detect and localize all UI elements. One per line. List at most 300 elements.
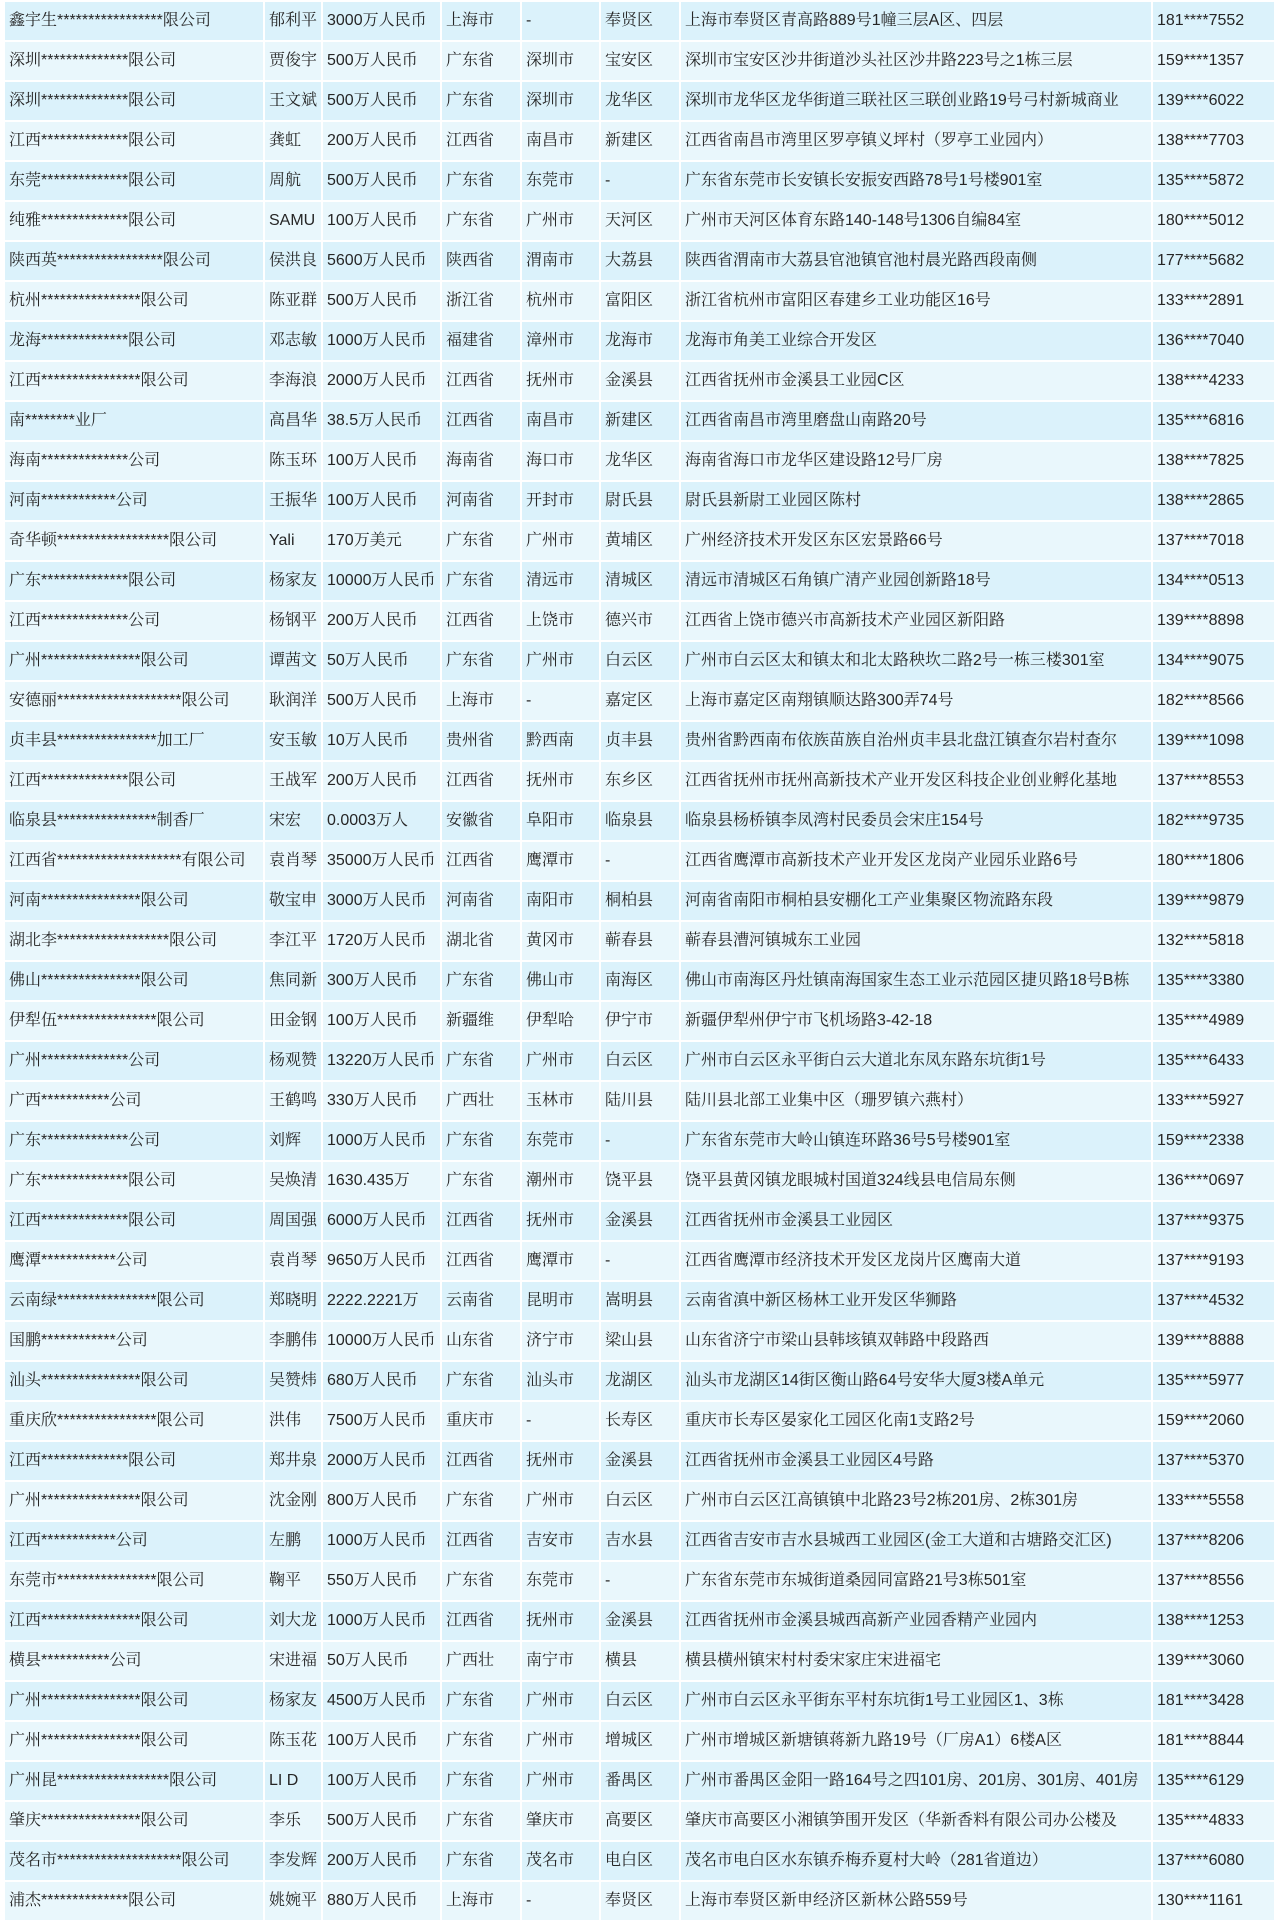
city-cell: 黄冈市	[522, 922, 601, 960]
contact-name-cell: 周国强	[265, 1202, 323, 1240]
phone-cell: 135****4989	[1157, 1012, 1245, 1029]
phone-cell: 134****0513	[1157, 572, 1245, 589]
company-name-cell: 国鹏************公司	[5, 1322, 265, 1360]
district-cell: 电白区	[601, 1842, 681, 1880]
table-row	[5, 960, 1274, 1000]
city-cell: 上饶市	[522, 602, 601, 640]
address-cell: 云南省滇中新区杨林工业开发区华狮路	[681, 1282, 1153, 1320]
province-cell: 江西省	[442, 362, 522, 400]
phone-cell: 132****5818	[1157, 932, 1245, 949]
province-cell: 江西省	[442, 762, 522, 800]
province-cell: 广东省	[442, 1562, 522, 1600]
province-cell: 广东省	[442, 962, 522, 1000]
district-cell: 尉氏县	[601, 482, 681, 520]
city-cell: 南昌市	[522, 402, 601, 440]
registered-capital-cell: 6000万人民币	[323, 1202, 442, 1240]
registered-capital-cell: 35000万人民币	[323, 842, 442, 880]
phone-cell: 133****5558	[1157, 1492, 1245, 1509]
table-row	[5, 1040, 1274, 1080]
table-row	[5, 560, 1274, 600]
registered-capital-cell: 5600万人民币	[323, 242, 442, 280]
registered-capital-cell: 3000万人民币	[323, 882, 442, 920]
city-cell: 广州市	[522, 1722, 601, 1760]
address-cell: 江西省吉安市吉水县城西工业园区(金工大道和古塘路交汇区)	[681, 1522, 1153, 1560]
company-name-cell: 深圳**************限公司	[5, 42, 265, 80]
registered-capital-cell: 3000万人民币	[323, 2, 442, 40]
address-cell: 江西省抚州市金溪县城西高新产业园香精产业园内	[681, 1602, 1153, 1640]
table-row	[5, 480, 1274, 520]
company-name-cell: 纯雅**************限公司	[5, 202, 265, 240]
address-cell: 上海市嘉定区南翔镇顺达路300弄74号	[681, 682, 1153, 720]
company-table	[5, 0, 1274, 1920]
province-cell: 上海市	[442, 1882, 522, 1920]
registered-capital-cell: 500万人民币	[323, 42, 442, 80]
company-name-cell: 茂名市********************限公司	[5, 1842, 265, 1880]
district-cell: 蕲春县	[601, 922, 681, 960]
phone-cell: 135****3380	[1157, 972, 1245, 989]
province-cell: 江西省	[442, 402, 522, 440]
district-cell: 天河区	[601, 202, 681, 240]
province-cell: 江西省	[442, 842, 522, 880]
address-cell: 广东省东莞市大岭山镇连环路36号5号楼901室	[681, 1122, 1153, 1160]
province-cell: 广东省	[442, 1802, 522, 1840]
registered-capital-cell: 170万美元	[323, 522, 442, 560]
address-cell: 广州市番禺区金阳一路164号之四101房、201房、301房、401房	[681, 1762, 1153, 1800]
contact-name-cell: 焦同新	[265, 962, 323, 1000]
contact-name-cell: 杨钢平	[265, 602, 323, 640]
district-cell: -	[601, 842, 681, 880]
address-cell: 临泉县杨桥镇李凤湾村民委员会宋庄154号	[681, 802, 1153, 840]
city-cell: 东莞市	[522, 1122, 601, 1160]
contact-name-cell: 姚婉平	[265, 1882, 323, 1920]
address-cell: 海南省海口市龙华区建设路12号厂房	[681, 442, 1153, 480]
registered-capital-cell: 100万人民币	[323, 442, 442, 480]
city-cell: 汕头市	[522, 1362, 601, 1400]
registered-capital-cell: 4500万人民币	[323, 1682, 442, 1720]
table-row	[5, 280, 1274, 320]
contact-name-cell: 沈金刚	[265, 1482, 323, 1520]
registered-capital-cell: 10000万人民币	[323, 562, 442, 600]
district-cell: 白云区	[601, 1482, 681, 1520]
city-cell: 南昌市	[522, 122, 601, 160]
city-cell: -	[522, 1882, 601, 1920]
city-cell: 广州市	[522, 1482, 601, 1520]
province-cell: 福建省	[442, 322, 522, 360]
contact-name-cell: 宋进福	[265, 1642, 323, 1680]
district-cell: -	[601, 1242, 681, 1280]
company-name-cell: 广州昆******************限公司	[5, 1762, 265, 1800]
company-name-cell: 江西**************限公司	[5, 1202, 265, 1240]
contact-name-cell: 耿润洋	[265, 682, 323, 720]
phone-cell: 138****2865	[1157, 492, 1245, 509]
district-cell: 白云区	[601, 642, 681, 680]
company-name-cell: 广东**************限公司	[5, 562, 265, 600]
province-cell: 广东省	[442, 1162, 522, 1200]
table-row	[5, 1440, 1274, 1480]
phone-cell: 139****6022	[1157, 92, 1245, 109]
company-name-cell: 贞丰县****************加工厂	[5, 722, 265, 760]
address-cell: 江西省鹰潭市高新技术产业开发区龙岗产业园乐业路6号	[681, 842, 1153, 880]
registered-capital-cell: 10000万人民币	[323, 1322, 442, 1360]
address-cell: 广东省东莞市长安镇长安振安西路78号1号楼901室	[681, 162, 1153, 200]
table-row	[5, 0, 1274, 40]
city-cell: 开封市	[522, 482, 601, 520]
city-cell: 东莞市	[522, 162, 601, 200]
company-name-cell: 安德丽********************限公司	[5, 682, 265, 720]
district-cell: 宝安区	[601, 42, 681, 80]
registered-capital-cell: 50万人民币	[323, 642, 442, 680]
district-cell: 新建区	[601, 402, 681, 440]
contact-name-cell: 敬宝申	[265, 882, 323, 920]
contact-name-cell: 贾俊宇	[265, 42, 323, 80]
district-cell: 龙海市	[601, 322, 681, 360]
phone-cell: 181****3428	[1157, 1692, 1245, 1709]
phone-cell: 182****9735	[1157, 812, 1245, 829]
table-row	[5, 1240, 1274, 1280]
district-cell: 饶平县	[601, 1162, 681, 1200]
province-cell: 江西省	[442, 1202, 522, 1240]
registered-capital-cell: 2222.2221万	[323, 1282, 442, 1320]
company-name-cell: 江西****************限公司	[5, 1602, 265, 1640]
phone-cell: 135****6129	[1157, 1772, 1245, 1789]
company-name-cell: 江西省********************有限公司	[5, 842, 265, 880]
contact-name-cell: 吴焕清	[265, 1162, 323, 1200]
city-cell: 广州市	[522, 642, 601, 680]
district-cell: 德兴市	[601, 602, 681, 640]
phone-cell: 137****7018	[1157, 532, 1245, 549]
registered-capital-cell: 300万人民币	[323, 962, 442, 1000]
address-cell: 浙江省杭州市富阳区春建乡工业功能区16号	[681, 282, 1153, 320]
district-cell: 奉贤区	[601, 2, 681, 40]
province-cell: 广东省	[442, 1362, 522, 1400]
table-row	[5, 200, 1274, 240]
company-name-cell: 江西**************限公司	[5, 762, 265, 800]
table-row	[5, 1000, 1274, 1040]
city-cell: 潮州市	[522, 1162, 601, 1200]
district-cell: 增城区	[601, 1722, 681, 1760]
phone-cell: 159****2338	[1157, 1132, 1245, 1149]
phone-cell: 137****5370	[1157, 1452, 1245, 1469]
contact-name-cell: 龚虹	[265, 122, 323, 160]
city-cell: 鹰潭市	[522, 1242, 601, 1280]
contact-name-cell: 周航	[265, 162, 323, 200]
phone-cell: 135****6433	[1157, 1052, 1245, 1069]
company-name-cell: 江西**************公司	[5, 602, 265, 640]
registered-capital-cell: 0.0003万人	[323, 802, 442, 840]
province-cell: 陕西省	[442, 242, 522, 280]
table-row	[5, 360, 1274, 400]
phone-cell: 133****5927	[1157, 1092, 1245, 1109]
company-name-cell: 东莞市****************限公司	[5, 1562, 265, 1600]
contact-name-cell: 李鹏伟	[265, 1322, 323, 1360]
address-cell: 横县横州镇宋村村委宋家庄宋进福宅	[681, 1642, 1153, 1680]
phone-cell: 137****4532	[1157, 1292, 1245, 1309]
address-cell: 上海市奉贤区青高路889号1幢三层A区、四层	[681, 2, 1153, 40]
city-cell: 伊犁哈	[522, 1002, 601, 1040]
province-cell: 河南省	[442, 882, 522, 920]
registered-capital-cell: 100万人民币	[323, 1722, 442, 1760]
address-cell: 江西省抚州市金溪县工业园区	[681, 1202, 1153, 1240]
province-cell: 浙江省	[442, 282, 522, 320]
province-cell: 广东省	[442, 1042, 522, 1080]
company-name-cell: 广州**************公司	[5, 1042, 265, 1080]
province-cell: 贵州省	[442, 722, 522, 760]
registered-capital-cell: 100万人民币	[323, 482, 442, 520]
company-name-cell: 伊犁伍****************限公司	[5, 1002, 265, 1040]
address-cell: 贵州省黔西南布依族苗族自治州贞丰县北盘江镇查尔岩村查尔	[681, 722, 1153, 760]
registered-capital-cell: 50万人民币	[323, 1642, 442, 1680]
phone-cell: 139****9879	[1157, 892, 1245, 909]
district-cell: 大荔县	[601, 242, 681, 280]
city-cell: 清远市	[522, 562, 601, 600]
table-row	[5, 1840, 1274, 1880]
city-cell: 玉林市	[522, 1082, 601, 1120]
province-cell: 广东省	[442, 1842, 522, 1880]
registered-capital-cell: 9650万人民币	[323, 1242, 442, 1280]
table-row	[5, 1720, 1274, 1760]
table-row	[5, 880, 1274, 920]
district-cell: 梁山县	[601, 1322, 681, 1360]
registered-capital-cell: 100万人民币	[323, 202, 442, 240]
province-cell: 广东省	[442, 562, 522, 600]
phone-cell: 136****0697	[1157, 1172, 1245, 1189]
province-cell: 广东省	[442, 162, 522, 200]
company-name-cell: 佛山****************限公司	[5, 962, 265, 1000]
phone-cell: 136****7040	[1157, 332, 1245, 349]
contact-name-cell: 李发辉	[265, 1842, 323, 1880]
company-name-cell: 云南绿****************限公司	[5, 1282, 265, 1320]
contact-name-cell: 郑晓明	[265, 1282, 323, 1320]
address-cell: 肇庆市高要区小湘镇笋围开发区（华新香料有限公司办公楼及	[681, 1802, 1153, 1840]
table-row	[5, 1680, 1274, 1720]
district-cell: 东乡区	[601, 762, 681, 800]
city-cell: 南宁市	[522, 1642, 601, 1680]
address-cell: 深圳市宝安区沙井街道沙头社区沙井路223号之1栋三层	[681, 42, 1153, 80]
table-row	[5, 1600, 1274, 1640]
address-cell: 上海市奉贤区新申经济区新林公路559号	[681, 1882, 1153, 1920]
company-name-cell: 龙海**************限公司	[5, 322, 265, 360]
registered-capital-cell: 500万人民币	[323, 82, 442, 120]
company-name-cell: 江西****************限公司	[5, 362, 265, 400]
phone-cell: 137****8556	[1157, 1572, 1245, 1589]
district-cell: 龙湖区	[601, 1362, 681, 1400]
district-cell: 金溪县	[601, 1442, 681, 1480]
city-cell: 肇庆市	[522, 1802, 601, 1840]
city-cell: 阜阳市	[522, 802, 601, 840]
registered-capital-cell: 1630.435万	[323, 1162, 442, 1200]
city-cell: 广州市	[522, 1042, 601, 1080]
contact-name-cell: 袁肖琴	[265, 1242, 323, 1280]
contact-name-cell: 李乐	[265, 1802, 323, 1840]
contact-name-cell: 王文斌	[265, 82, 323, 120]
contact-name-cell: 邓志敏	[265, 322, 323, 360]
city-cell: 南阳市	[522, 882, 601, 920]
province-cell: 广东省	[442, 1722, 522, 1760]
table-row	[5, 1880, 1274, 1920]
address-cell: 广州市白云区太和镇太和北太路秧坎二路2号一栋三楼301室	[681, 642, 1153, 680]
address-cell: 蕲春县漕河镇城东工业园	[681, 922, 1153, 960]
table-row	[5, 1360, 1274, 1400]
company-name-cell: 广东**************公司	[5, 1122, 265, 1160]
phone-cell: 181****7552	[1157, 12, 1245, 29]
phone-cell: 139****3060	[1157, 1652, 1245, 1669]
contact-name-cell: Yali	[265, 522, 323, 560]
table-row	[5, 1080, 1274, 1120]
registered-capital-cell: 2000万人民币	[323, 362, 442, 400]
company-name-cell: 鹰潭************公司	[5, 1242, 265, 1280]
contact-name-cell: 刘大龙	[265, 1602, 323, 1640]
address-cell: 汕头市龙湖区14街区衡山路64号安华大厦3楼A单元	[681, 1362, 1153, 1400]
phone-cell: 137****8553	[1157, 772, 1245, 789]
registered-capital-cell: 7500万人民币	[323, 1402, 442, 1440]
city-cell: 昆明市	[522, 1282, 601, 1320]
table-row	[5, 240, 1274, 280]
registered-capital-cell: 880万人民币	[323, 1882, 442, 1920]
province-cell: 上海市	[442, 682, 522, 720]
company-name-cell: 汕头****************限公司	[5, 1362, 265, 1400]
district-cell: -	[601, 162, 681, 200]
company-name-cell: 江西**************限公司	[5, 1442, 265, 1480]
city-cell: 东莞市	[522, 1562, 601, 1600]
table-row	[5, 520, 1274, 560]
registered-capital-cell: 200万人民币	[323, 602, 442, 640]
contact-name-cell: 田金钢	[265, 1002, 323, 1040]
company-name-cell: 广州****************限公司	[5, 1682, 265, 1720]
table-row	[5, 1800, 1274, 1840]
table-row	[5, 1200, 1274, 1240]
phone-cell: 180****5012	[1157, 212, 1245, 229]
table-row	[5, 1480, 1274, 1520]
table-row	[5, 1280, 1274, 1320]
address-cell: 广州市白云区永平街白云大道北东凤东路东坑街1号	[681, 1042, 1153, 1080]
phone-cell: 177****5682	[1157, 252, 1245, 269]
address-cell: 河南省南阳市桐柏县安棚化工产业集聚区物流路东段	[681, 882, 1153, 920]
table-row	[5, 1760, 1274, 1800]
city-cell: 茂名市	[522, 1842, 601, 1880]
contact-name-cell: 王振华	[265, 482, 323, 520]
province-cell: 广东省	[442, 1762, 522, 1800]
district-cell: 桐柏县	[601, 882, 681, 920]
phone-cell: 137****9193	[1157, 1252, 1245, 1269]
table-row	[5, 680, 1274, 720]
registered-capital-cell: 500万人民币	[323, 162, 442, 200]
table-row	[5, 1520, 1274, 1560]
phone-cell: 135****5977	[1157, 1372, 1245, 1389]
table-row	[5, 640, 1274, 680]
address-cell: 山东省济宁市梁山县韩垓镇双韩路中段路西	[681, 1322, 1153, 1360]
address-cell: 江西省鹰潭市经济技术开发区龙岗片区鹰南大道	[681, 1242, 1153, 1280]
company-name-cell: 广州****************限公司	[5, 1482, 265, 1520]
address-cell: 江西省南昌市湾里区罗亭镇义坪村（罗亭工业园内）	[681, 122, 1153, 160]
province-cell: 广东省	[442, 642, 522, 680]
district-cell: 番禺区	[601, 1762, 681, 1800]
table-row	[5, 1400, 1274, 1440]
company-name-cell: 肇庆****************限公司	[5, 1802, 265, 1840]
contact-name-cell: 郁利平	[265, 2, 323, 40]
contact-name-cell: 左鹏	[265, 1522, 323, 1560]
address-cell: 重庆市长寿区晏家化工园区化南1支路2号	[681, 1402, 1153, 1440]
contact-name-cell: 吴赞炜	[265, 1362, 323, 1400]
city-cell: 抚州市	[522, 1602, 601, 1640]
contact-name-cell: 陈亚群	[265, 282, 323, 320]
city-cell: 广州市	[522, 1762, 601, 1800]
phone-cell: 159****1357	[1157, 52, 1245, 69]
registered-capital-cell: 500万人民币	[323, 282, 442, 320]
phone-cell: 137****9375	[1157, 1212, 1245, 1229]
phone-cell: 139****8888	[1157, 1332, 1245, 1349]
company-name-cell: 江西**************限公司	[5, 122, 265, 160]
district-cell: 奉贤区	[601, 1882, 681, 1920]
province-cell: 新疆维	[442, 1002, 522, 1040]
district-cell: 龙华区	[601, 82, 681, 120]
city-cell: 漳州市	[522, 322, 601, 360]
table-row	[5, 1560, 1274, 1600]
company-name-cell: 广东**************限公司	[5, 1162, 265, 1200]
table-row	[5, 720, 1274, 760]
table-row	[5, 760, 1274, 800]
contact-name-cell: 陈玉花	[265, 1722, 323, 1760]
registered-capital-cell: 680万人民币	[323, 1362, 442, 1400]
registered-capital-cell: 1720万人民币	[323, 922, 442, 960]
province-cell: 山东省	[442, 1322, 522, 1360]
registered-capital-cell: 550万人民币	[323, 1562, 442, 1600]
city-cell: 抚州市	[522, 1442, 601, 1480]
company-name-cell: 杭州****************限公司	[5, 282, 265, 320]
table-row	[5, 80, 1274, 120]
city-cell: 广州市	[522, 202, 601, 240]
district-cell: 南海区	[601, 962, 681, 1000]
table-row	[5, 920, 1274, 960]
contact-name-cell: 王战军	[265, 762, 323, 800]
phone-cell: 159****2060	[1157, 1412, 1245, 1429]
address-cell: 饶平县黄冈镇龙眼城村国道324线县电信局东侧	[681, 1162, 1153, 1200]
district-cell: 清城区	[601, 562, 681, 600]
address-cell: 陕西省渭南市大荔县官池镇官池村晨光路西段南侧	[681, 242, 1153, 280]
address-cell: 茂名市电白区水东镇乔梅乔夏村大岭（281省道边）	[681, 1842, 1153, 1880]
company-name-cell: 奇华顿******************限公司	[5, 522, 265, 560]
contact-name-cell: 杨家友	[265, 562, 323, 600]
registered-capital-cell: 13220万人民币	[323, 1042, 442, 1080]
company-name-cell: 东莞**************限公司	[5, 162, 265, 200]
province-cell: 广东省	[442, 1682, 522, 1720]
company-name-cell: 临泉县****************制香厂	[5, 802, 265, 840]
address-cell: 龙海市角美工业综合开发区	[681, 322, 1153, 360]
company-name-cell: 河南************公司	[5, 482, 265, 520]
registered-capital-cell: 1000万人民币	[323, 322, 442, 360]
phone-cell: 139****1098	[1157, 732, 1245, 749]
table-row	[5, 800, 1274, 840]
district-cell: 嵩明县	[601, 1282, 681, 1320]
district-cell: 富阳区	[601, 282, 681, 320]
address-cell: 深圳市龙华区龙华街道三联社区三联创业路19号弓村新城商业	[681, 82, 1153, 120]
district-cell: -	[601, 1122, 681, 1160]
province-cell: 广东省	[442, 82, 522, 120]
contact-name-cell: 谭茜文	[265, 642, 323, 680]
contact-name-cell: 杨家友	[265, 1682, 323, 1720]
contact-name-cell: 高昌华	[265, 402, 323, 440]
company-name-cell: 海南**************公司	[5, 442, 265, 480]
province-cell: 江西省	[442, 602, 522, 640]
phone-cell: 135****6816	[1157, 412, 1245, 429]
province-cell: 广东省	[442, 202, 522, 240]
district-cell: 临泉县	[601, 802, 681, 840]
province-cell: 广西壮	[442, 1642, 522, 1680]
province-cell: 河南省	[442, 482, 522, 520]
phone-cell: 138****7825	[1157, 452, 1245, 469]
registered-capital-cell: 200万人民币	[323, 1842, 442, 1880]
district-cell: 白云区	[601, 1042, 681, 1080]
company-name-cell: 深圳**************限公司	[5, 82, 265, 120]
